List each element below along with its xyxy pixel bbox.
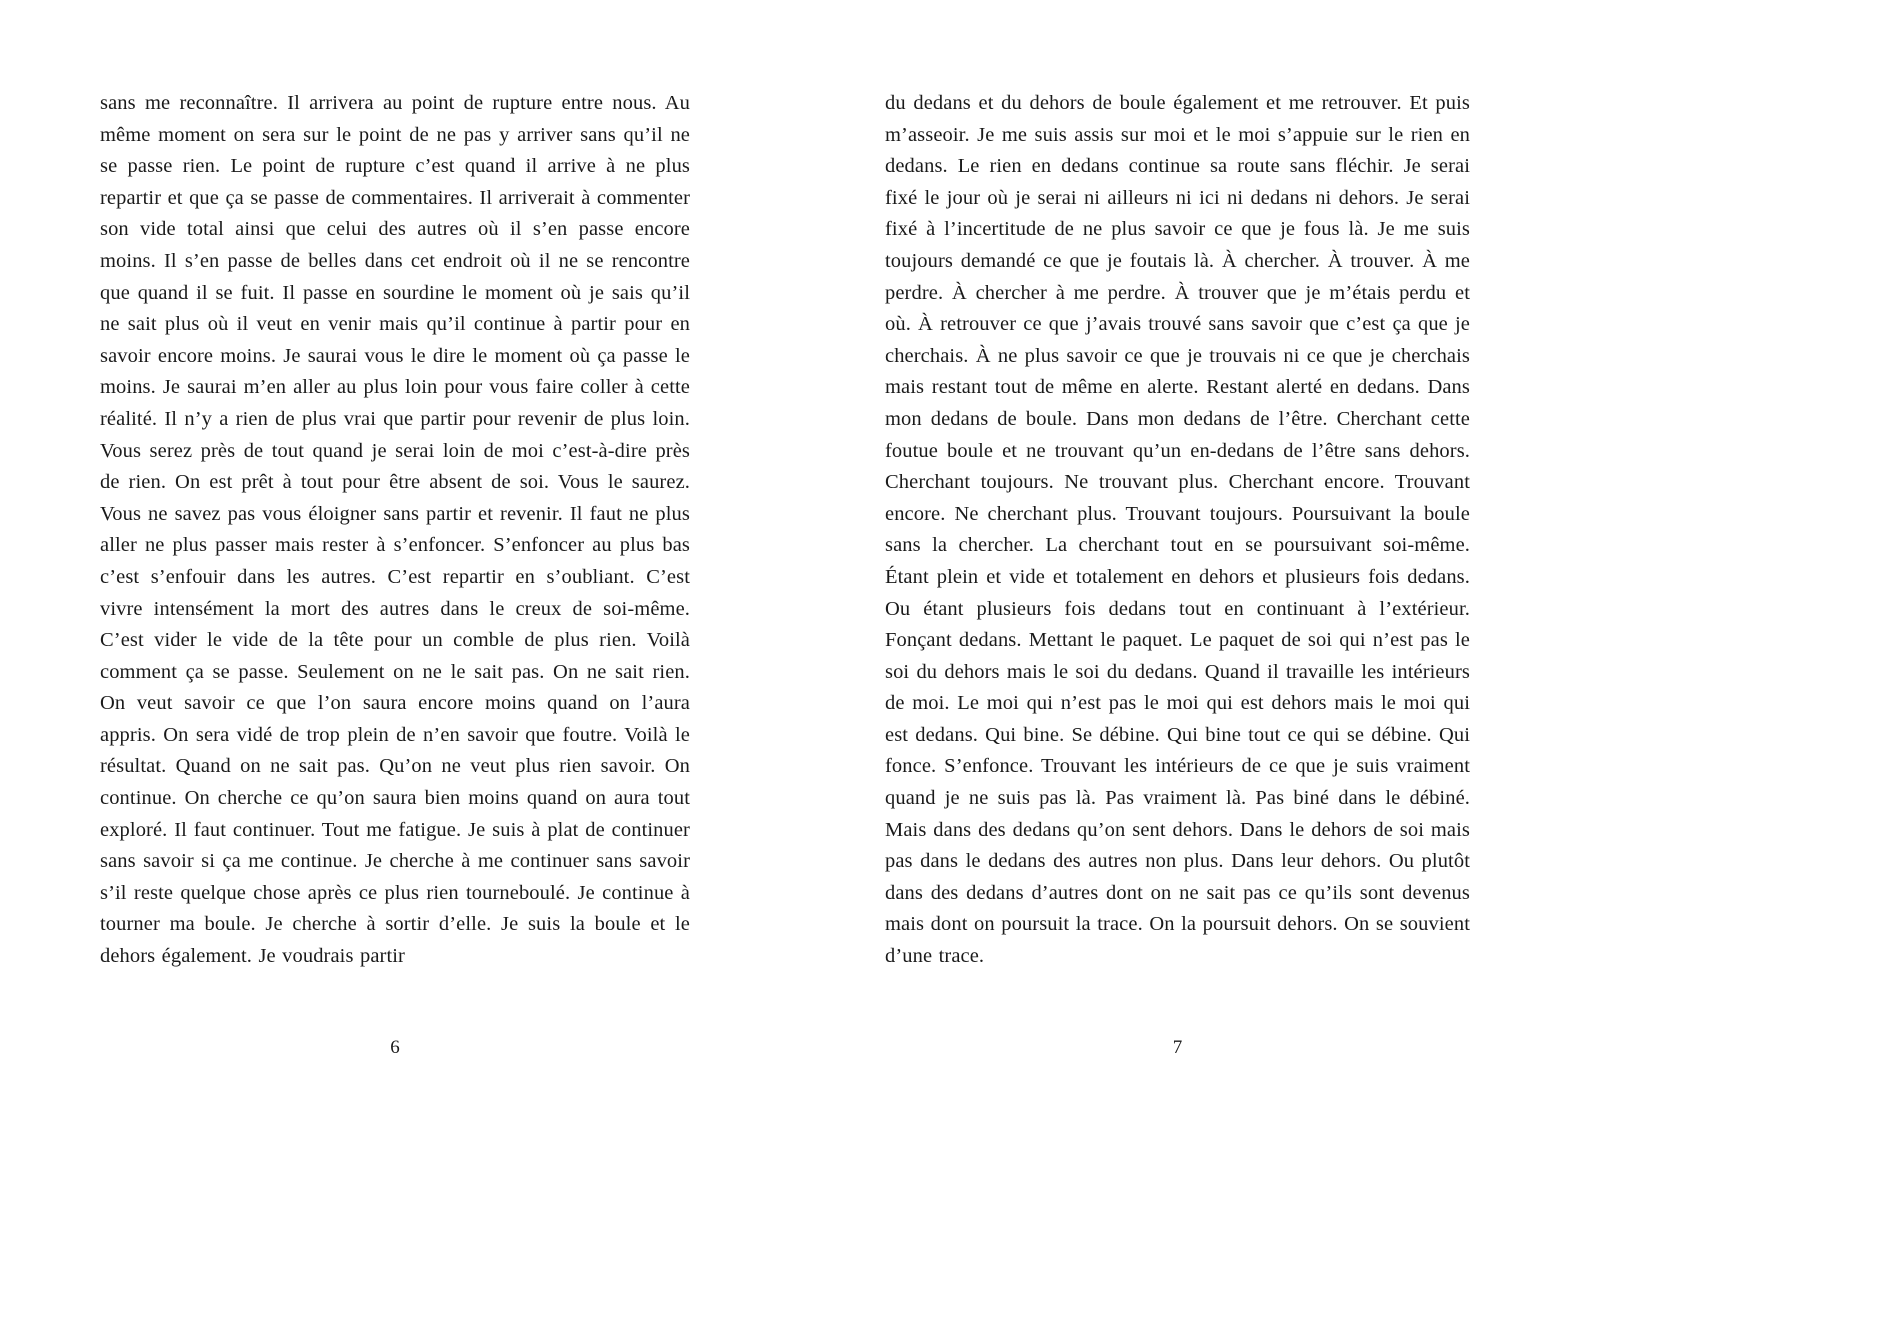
page-right-paragraph: du dedans et du dehors de boule également et me retrouver. Et puis m’asseoir. Je me suis assis sur moi et le moi s’appuie sur le rien en dedans. Le rien en dedans continue sa route sans fléchir. Je serai fixé le jour où je serai ni ailleurs ni ici ni dedans ni dehors. Je serai fixé à l’incertitude de ne plus savoir ce que je fous là. Je me suis toujours demandé ce que je foutais là. À chercher. À trouver. À me perdre. À chercher à me perdre. À trouver que je m’étais perdu et où. À retrouver ce que j’avais trouvé sans savoir que c’est ça que je cherchais. À ne plus savoir ce que je trouvais ni ce que je cherchais mais restant tout de même en alerte. Restant alerté en dedans. Dans mon dedans de boule. Dans mon dedans de l’être. Cherchant cette foutue boule et ne trouvant qu’un en-dedans de l’être sans dehors. Cherchant toujours. Ne trouvant plus. Cherchant encore. Trouvant encore. Ne cherchant plus. Trouvant toujours. Poursuivant la boule sans la chercher. La cherchant tout en se poursuivant soi-même. Étant plein et vide et totalement en dehors et plusieurs fois dedans. Ou étant plusieurs fois dedans tout en continuant à l’extérieur. Fonçant dedans. Mettant le paquet. Le paquet de soi qui n’est pas le soi du dehors mais le soi du dedans. Quand il travaille les intérieurs de moi. Le moi qui n’est pas le moi qui est dehors mais le moi qui est dedans. Qui bine. Se débine. Qui bine tout ce qui se débine. Qui fonce. S’enfonce. Trouvant les intérieurs de ce que je suis vraiment quand je ne suis pas là. Pas vraiment là. Pas biné dans le débiné. Mais dans des dedans qu’on sent dehors. Dans le dehors de soi mais pas dans le dedans des autres non plus. Dans leur dehors. Ou plutôt dans des dedans d’autres dont on ne sait pas ce qu’ils sont devenus mais dont on poursuit la trace. On la poursuit dehors. On se souvient d’une trace. [885, 92, 1470, 968]
page-left-text-block [100, 88, 690, 973]
page-left-paragraph: sans me reconnaître. Il arrivera au point de rupture entre nous. Au même moment on sera sur le point de ne pas y arriver sans qu’il ne se passe rien. Le point de rupture c’est quand il arrive à ne plus repartir et que ça se passe de commentaires. Il arriverait à commenter son vide total ainsi que celui des autres où il s’en passe encore moins. Il s’en passe de belles dans cet endroit où il ne se rencontre que quand il se fuit. Il passe en sourdine le moment où je sais qu’il ne sait plus où il veut en venir mais qu’il continue à partir pour en savoir encore moins. Je saurai vous le dire le moment où ça passe le moins. Je saurai m’en aller au plus loin pour vous faire coller à cette réalité. Il n’y a rien de plus vrai que partir pour revenir de plus loin. Vous serez près de tout quand je serai loin de moi c’est-à-dire près de rien. On est prêt à tout pour être absent de soi. Vous le saurez. Vous ne savez pas vous éloigner sans partir et revenir. Il faut ne plus aller ne plus passer mais rester à s’enfoncer. S’enfoncer au plus bas c’est s’enfouir dans les autres. C’est repartir en s’oubliant. C’est vivre intensément la mort des autres dans le creux de soi-même. C’est vider le vide de la tête pour un comble de plus rien. Voilà comment ça se passe. Seulement on ne le sait pas. On ne sait rien. On veut savoir ce que l’on saura encore moins quand on l’aura appris. On sera vidé de trop plein de n’en savoir que foutre. Voilà le résultat. Quand on ne sait pas. Qu’on ne veut plus rien savoir. On continue. On cherche ce qu’on saura bien moins quand on aura tout exploré. Il faut continuer. Tout me fatigue. Je suis à plat de continuer sans savoir si ça me continue. Je cherche à me continuer sans savoir s’il reste quelque chose après ce plus rien tourneboulé. Je continue à tourner ma boule. Je cherche à sortir d’elle. Je suis la boule et le dehors également. Je voudrais partir [100, 92, 690, 968]
page-number-right: 7 [1172, 1037, 1183, 1058]
page-number-left: 6 [390, 1037, 400, 1058]
page-right-text-block [885, 88, 1470, 973]
